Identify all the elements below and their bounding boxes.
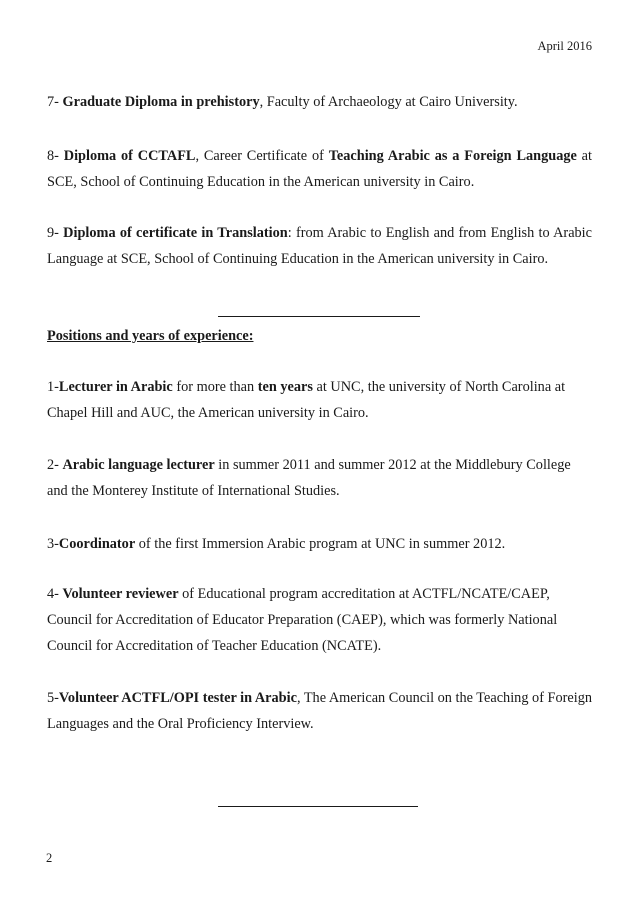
item-description: of the first Immersion Arabic program at UNC in summer 2012.: [135, 536, 506, 552]
item-title: Lecturer in Arabic: [58, 379, 173, 395]
item-title: Arabic language lecturer: [62, 457, 215, 473]
item-title: Graduate Diploma in prehistory: [62, 94, 260, 110]
item-title-secondary: Teaching Arabic as a Foreign Language: [328, 148, 577, 164]
item-number: 5-: [47, 690, 59, 706]
item-number: 4-: [47, 586, 63, 602]
experience-item-5: [47, 685, 592, 737]
education-item-8: [47, 143, 592, 195]
item-title: Volunteer ACTFL/OPI tester in Arabic: [58, 690, 297, 706]
item-title: Volunteer reviewer: [62, 586, 179, 602]
item-description: for more than: [172, 379, 258, 395]
item-description: , Faculty of Archaeology at Cairo University.: [259, 94, 518, 110]
item-title-secondary: ten years: [257, 379, 313, 395]
item-title: Coordinator: [58, 536, 136, 552]
item-number: 2-: [47, 457, 63, 473]
page-number: 2: [46, 851, 53, 865]
item-description: at SCE, School of Continuing Education in the American university in Cairo.: [47, 148, 592, 190]
experience-item-1: [47, 374, 592, 426]
education-item-7: [47, 89, 592, 115]
header-date: April 2016: [537, 39, 592, 53]
item-number: 9-: [47, 225, 64, 241]
item-title: Diploma of CCTAFL: [63, 148, 196, 164]
item-number: 3-: [47, 536, 59, 552]
item-number: 1-: [47, 379, 59, 395]
item-description: , Career Certificate of: [195, 148, 329, 164]
section-divider: [218, 316, 420, 317]
experience-item-3: [47, 531, 592, 557]
item-description: in summer 2011 and summer 2012 at the Middlebury College and the Monterey Institute of International Studies.: [47, 457, 571, 499]
experience-item-2: [47, 452, 592, 504]
experience-item-4: [47, 581, 592, 659]
item-title: Diploma of certificate in Translation: [63, 225, 288, 241]
item-description: : from Arabic to English and from English to Arabic Language at SCE, School of Continuing Education in the American university in Cairo.: [47, 225, 593, 267]
education-item-9: [47, 220, 592, 272]
section-divider: [218, 806, 418, 807]
experience-heading: Positions and years of experience:: [47, 328, 254, 344]
item-description: at UNC, the university of North Carolina at Chapel Hill and AUC, the American university in Cairo.: [47, 379, 566, 421]
item-number: 7-: [47, 94, 63, 110]
item-description: , The American Council on the Teaching of Foreign Languages and the Oral Proficiency Interview.: [47, 690, 592, 732]
item-description: of Educational program accreditation at ACTFL/NCATE/CAEP, Council for Accreditation of Educator Preparation (CAEP), which was formerly National Council for Accreditation of Teacher Education (NCATE).: [47, 586, 558, 654]
item-number: 8-: [47, 148, 64, 164]
